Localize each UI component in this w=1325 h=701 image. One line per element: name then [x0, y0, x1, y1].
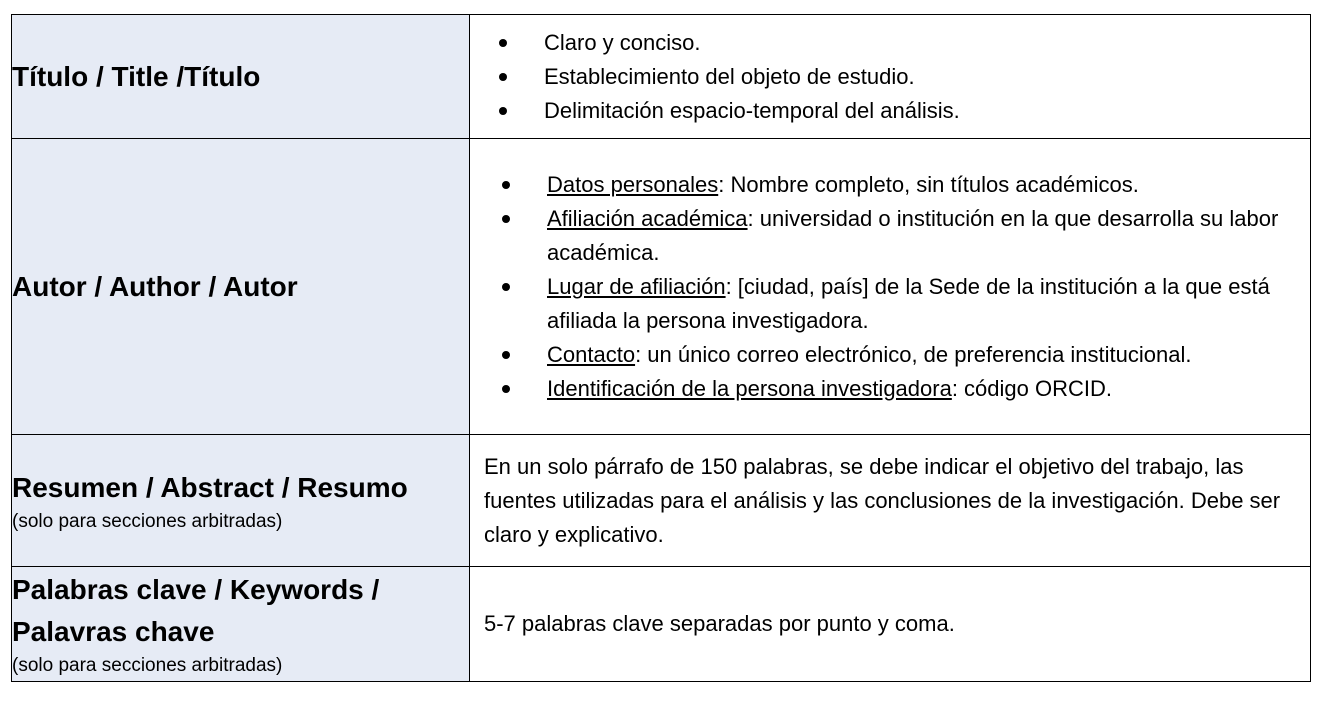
keywords-label-cell [12, 567, 470, 682]
title-label: Título / Title /Título [12, 60, 261, 92]
bullet-icon [502, 385, 510, 393]
list-item-text: Claro y conciso. [544, 29, 701, 55]
list-item-term: Datos personales [547, 171, 719, 197]
list-item [547, 168, 1290, 202]
list-item-text: : Nombre completo, sin títulos académicos. [718, 171, 1139, 197]
list-item-term: Identificación de la persona investigadora [547, 375, 952, 401]
list-item-term: Lugar de afiliación [547, 273, 726, 299]
keywords-row [12, 567, 1311, 682]
list-item-text: : [ciudad, país] de la Sede de la institución a la que está afiliada la persona investigadora. [547, 273, 1270, 333]
list-item [547, 202, 1290, 270]
title-label-cell [12, 15, 470, 139]
list-item [544, 26, 1310, 60]
abstract-content-cell [470, 435, 1311, 567]
keywords-description: 5-7 palabras clave separadas por punto y coma. [484, 611, 955, 636]
bullet-icon [499, 73, 507, 81]
abstract-label-cell [12, 435, 470, 567]
author-label: Autor / Author / Autor [12, 270, 298, 302]
author-guidelines-table [11, 14, 1311, 682]
keywords-note: (solo para secciones arbitradas) [12, 655, 283, 676]
abstract-description: En un solo párrafo de 150 palabras, se debe indicar el objetivo del trabajo, las fuentes utilizadas para el análisis y las conclusiones de la investigación. Debe ser claro y explicativo. [484, 453, 1281, 547]
author-content-cell [470, 139, 1311, 435]
keywords-label: Palabras clave / Keywords / Palavras chave [12, 574, 380, 647]
bullet-icon [502, 215, 510, 223]
list-item-text: : universidad o institución en la que desarrolla su labor académica. [547, 205, 1279, 265]
abstract-row [12, 435, 1311, 567]
bullet-icon [502, 283, 510, 291]
abstract-label: Resumen / Abstract / Resumo [12, 471, 408, 503]
list-item [547, 338, 1290, 372]
bullet-icon [499, 107, 507, 115]
list-item-text: Delimitación espacio-temporal del análisis. [544, 97, 960, 123]
title-row [12, 15, 1311, 139]
bullet-icon [502, 181, 510, 189]
author-bullet-list [470, 168, 1310, 406]
list-item [544, 94, 1310, 128]
abstract-note: (solo para secciones arbitradas) [12, 510, 283, 532]
title-content-cell [470, 15, 1311, 139]
list-item-term: Contacto [547, 341, 636, 367]
list-item [547, 270, 1290, 338]
list-item-term: Afiliación académica [547, 205, 748, 231]
list-item [544, 60, 1310, 94]
list-item-text: : un único correo electrónico, de preferencia institucional. [635, 341, 1192, 367]
list-item-text: Establecimiento del objeto de estudio. [544, 63, 915, 89]
list-item-text: : código ORCID. [951, 375, 1112, 401]
title-bullet-list [470, 26, 1310, 128]
author-label-cell [12, 139, 470, 435]
list-item [547, 372, 1290, 406]
bullet-icon [502, 351, 510, 359]
keywords-content-cell [470, 567, 1311, 682]
bullet-icon [499, 39, 507, 47]
author-row [12, 139, 1311, 435]
